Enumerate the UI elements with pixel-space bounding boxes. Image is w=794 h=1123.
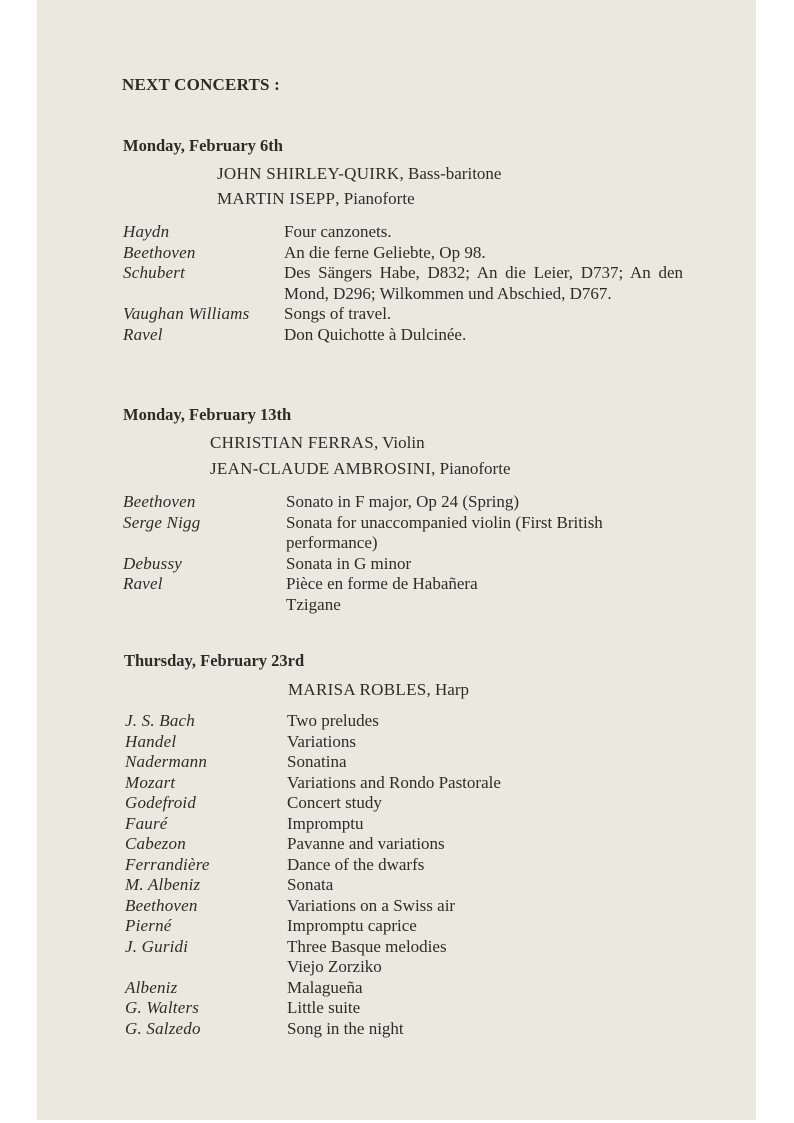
work: Concert study <box>287 793 382 812</box>
programme-row <box>123 325 683 346</box>
composer: Serge Nigg <box>123 512 201 532</box>
composer: Mozart <box>125 772 176 792</box>
composer: Ravel <box>123 324 163 344</box>
performer-role: , Pianoforte <box>335 189 415 208</box>
work: Dance of the dwarfs <box>287 854 425 874</box>
composer: Nadermann <box>125 752 208 771</box>
performer-role: , Pianoforte <box>431 459 511 478</box>
performer <box>210 459 511 479</box>
work: Song in the night <box>287 1018 404 1038</box>
composer: Godefroid <box>125 793 197 812</box>
programme-row <box>123 222 683 243</box>
work: Variations and Rondo Pastorale <box>287 772 501 792</box>
composer: Cabezon <box>125 834 186 853</box>
programme-list <box>123 492 683 615</box>
programme-row <box>125 916 685 937</box>
composer: Beethoven <box>123 492 196 511</box>
performer-name: MARISA ROBLES <box>288 680 427 699</box>
programme-row <box>125 732 685 753</box>
performer-role: , Harp <box>426 680 469 699</box>
programme-row <box>125 998 685 1019</box>
composer: Pierné <box>125 916 172 935</box>
performer <box>210 433 425 453</box>
programme-row <box>123 263 683 304</box>
composer: Debussy <box>123 553 182 573</box>
programme-row <box>125 855 685 876</box>
composer: Haydn <box>123 222 170 241</box>
programme-row <box>125 875 685 896</box>
work: An die ferne Geliebte, Op 98. <box>284 242 486 262</box>
programme-row <box>125 978 685 999</box>
work: Sonata for unaccompanied violin (First British performance) <box>286 512 603 552</box>
programme-row <box>125 773 685 794</box>
performer-role: , Violin <box>373 433 425 452</box>
concert-date: Monday, February 13th <box>123 405 292 424</box>
programme-row <box>125 793 685 814</box>
work: Variations on a Swiss air <box>287 895 456 915</box>
work: Sonato in F major, Op 24 (Spring) <box>286 492 520 511</box>
performer <box>288 680 469 700</box>
programme-row <box>125 814 685 835</box>
work: Sonata <box>287 875 334 894</box>
work: Tzigane <box>286 594 341 614</box>
work: Four canzonets. <box>284 222 392 241</box>
work: Des Sängers Habe, D832; An die Leier, D737; An den Mond, D296; Wilkommen und Abschied, D767. <box>284 263 683 303</box>
programme-row <box>123 492 683 513</box>
work: Viejo Zorziko <box>287 957 382 976</box>
composer: G. Salzedo <box>125 1018 201 1038</box>
performer-name: JOHN SHIRLEY-QUIRK <box>217 164 400 183</box>
programme-row <box>125 711 685 732</box>
programme-row <box>123 595 683 616</box>
work: Two preludes <box>287 711 379 730</box>
next-concerts-heading: NEXT CONCERTS : <box>122 75 280 94</box>
composer: Schubert <box>123 263 186 282</box>
programme-row <box>125 834 685 855</box>
work: Malagueña <box>287 977 363 997</box>
work: Impromptu caprice <box>287 916 417 935</box>
work: Sonatina <box>287 752 347 771</box>
work: Don Quichotte à Dulcinée. <box>284 324 467 344</box>
composer: J. Guridi <box>125 936 189 956</box>
composer: M. Albeniz <box>125 875 201 894</box>
composer: Vaughan Williams <box>123 304 250 323</box>
programme-row <box>125 752 685 773</box>
performer-name: MARTIN ISEPP <box>217 189 336 208</box>
concert-date: Thursday, February 23rd <box>124 651 305 670</box>
concert-date: Monday, February 6th <box>123 136 283 155</box>
work: Impromptu <box>287 813 364 833</box>
work: Sonata in G minor <box>286 553 412 573</box>
composer: Ferrandière <box>125 854 210 874</box>
programme-row <box>125 937 685 958</box>
composer: J. S. Bach <box>125 711 195 730</box>
programme-row <box>125 957 685 978</box>
work: Pavanne and variations <box>287 834 445 853</box>
composer: Handel <box>125 731 177 751</box>
composer: Beethoven <box>125 895 198 915</box>
programme-row <box>125 896 685 917</box>
performer <box>217 189 415 209</box>
composer: Ravel <box>123 574 163 593</box>
programme-list <box>123 222 683 345</box>
programme-row <box>123 513 683 554</box>
composer: G. Walters <box>125 998 200 1017</box>
composer: Beethoven <box>123 242 196 262</box>
programme-row <box>125 1019 685 1040</box>
programme-row <box>123 554 683 575</box>
programme-row <box>123 243 683 264</box>
performer-role: , Bass-baritone <box>399 164 502 183</box>
programme-row <box>123 574 683 595</box>
composer: Fauré <box>125 813 168 833</box>
programme-row <box>123 304 683 325</box>
work: Little suite <box>287 998 361 1017</box>
work: Variations <box>287 731 356 751</box>
work: Three Basque melodies <box>287 936 447 956</box>
performer-name: CHRISTIAN FERRAS <box>210 433 374 452</box>
work: Songs of travel. <box>284 304 392 323</box>
performer <box>217 164 501 184</box>
composer: Albeniz <box>125 977 178 997</box>
work: Pièce en forme de Habañera <box>286 574 478 593</box>
programme-list <box>125 711 685 1039</box>
performer-name: JEAN-CLAUDE AMBROSINI <box>210 459 432 478</box>
